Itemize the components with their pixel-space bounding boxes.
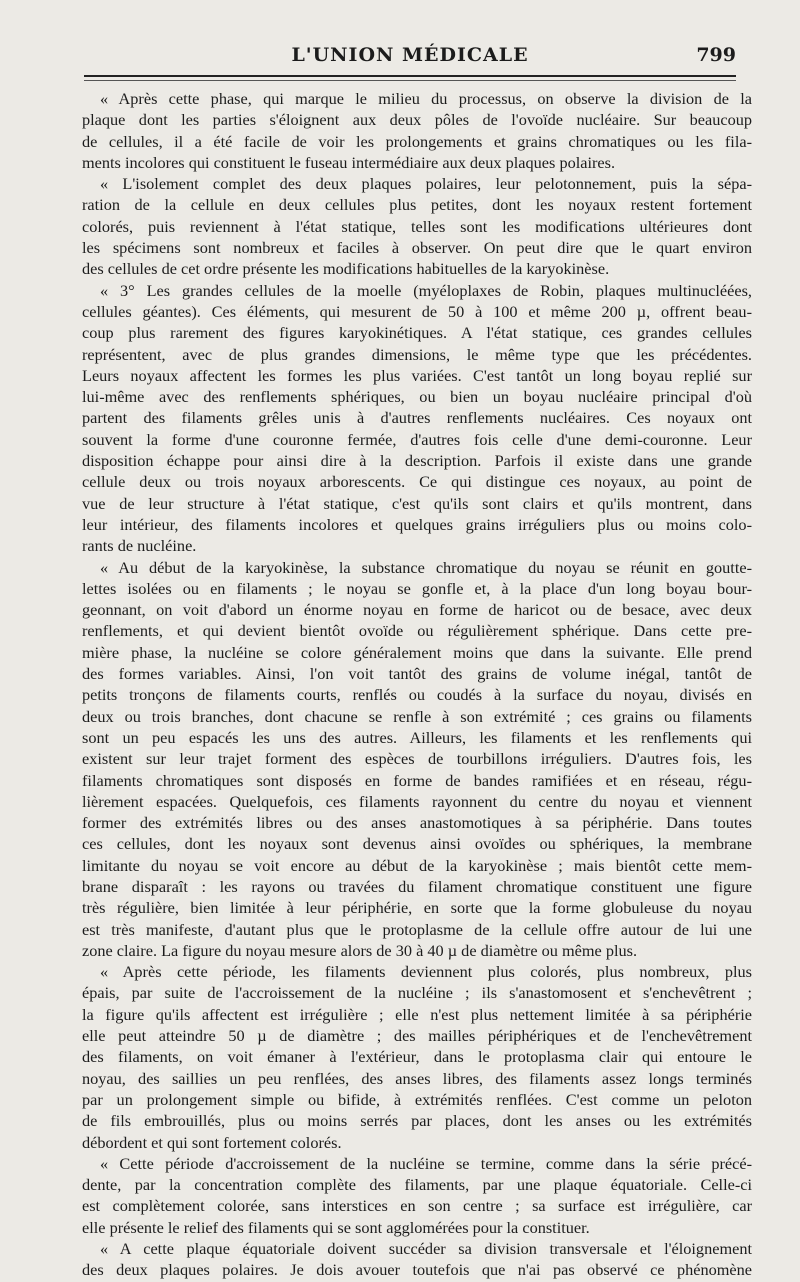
text-line: elle peut atteindre 50 µ de diamètre ; des mailles périphériques et de l'enchevêtrement (82, 1026, 752, 1046)
text-line: noyau, des saillies un peu renflées, des anses libres, des filaments assez longs terminés (82, 1068, 752, 1088)
text-line: mière phase, la nucléine se colore généralement moins que dans la suivante. Elle prend (82, 642, 752, 662)
text-line: représentent, avec de plus grandes dimensions, le même type que les précédentes. (82, 344, 752, 364)
text-line: est complètement colorée, sans interstices en son centre ; sa surface est irrégulière, car (82, 1196, 752, 1216)
text-line: « Après cette période, les filaments deviennent plus colorés, plus nombreux, plus (100, 962, 752, 982)
text-line: vue de leur structure à l'état statique, c'est qu'ils sont clairs et qu'ils montrent, dans (82, 493, 752, 513)
text-line: former des extrémités libres ou des anses anastomotiques à sa périphérie. Dans toutes (82, 813, 752, 833)
text-line: sont un peu espacés les uns des autres. Ailleurs, les filaments et les renflements qui (82, 727, 752, 747)
text-line: de fils embrouillés, plus ou moins serrés par places, dont les anses ou les extrémités (82, 1111, 752, 1131)
text-line: souvent la forme d'une couronne fermée, d'autres fois celle d'une demi-couronne. Leur (82, 429, 752, 449)
page-header (84, 44, 736, 70)
text-line: existent sur leur trajet forment des espèces de tourbillons irréguliers. D'autres fois, les (82, 749, 752, 769)
text-line: geonnant, on voit d'abord un énorme noyau en forme de haricot ou de besace, avec deux (82, 600, 752, 620)
text-line: deux ou trois branches, dont chacune se renfle à son extrémité ; ces grains ou filaments (82, 706, 752, 726)
text-line: des deux plaques polaires. Je dois avouer toutefois que n'ai pas observé ce phénomène (82, 1260, 752, 1280)
text-line: limitante du noyau se voit encore au début de la karyokinèse ; mais bientôt cette mem- (82, 855, 752, 875)
text-line: épais, par suite de l'accroissement de la nucléine ; ils s'anastomosent et s'enchevêtrent ; (82, 983, 752, 1003)
text-line: des formes variables. Ainsi, l'on voit tantôt des grains de volume inégal, tantôt de (82, 664, 752, 684)
text-line: lettes isolées ou en filaments ; le noyau se gonfle et, à la place d'un long boyau bour- (82, 578, 752, 598)
text-line: lièrement espacées. Quelquefois, ces filaments rayonnent du centre du noyau et viennent (82, 791, 752, 811)
text-line: « Après cette phase, qui marque le milieu du processus, on observe la division de la (100, 89, 752, 108)
page-number: 799 (696, 44, 736, 66)
text-line: ments incolores qui constituent le fuseau intermédiaire aux deux plaques polaires. (82, 152, 616, 172)
text-line: est très manifeste, d'autant plus que le protoplasme de la cellule offre autour de lui une (82, 919, 752, 939)
text-line: ration de la cellule en deux cellules plus petites, dont les noyaux restent fortement (82, 195, 752, 215)
text-line: des filaments, on voit émaner à l'extérieur, dans le protoplasma clair qui entoure le (82, 1047, 752, 1067)
text-line: très régulière, bien limitée à leur périphérie, en sorte que la forme globuleuse du noyau (82, 898, 752, 918)
text-line: « Au début de la karyokinèse, la substance chromatique du noyau se réunit en goutte- (100, 557, 752, 577)
text-line: cellule deux ou trois noyaux arborescents. Ce qui distingue ces noyaux, au point de (82, 472, 752, 492)
text-line: les spécimens sont nombreux et faciles à observer. On peut dire que le quart environ (82, 238, 752, 258)
text-line: débordent et qui sont fortement colorés. (82, 1132, 342, 1152)
text-line: coup plus rarement des figures karyokinétiques. A l'état statique, ces grandes cellules (82, 323, 752, 343)
text-line: « A cette plaque équatoriale doivent succéder sa division transversale et l'éloignement (100, 1239, 752, 1259)
text-line: petits tronçons de filaments courts, renflés ou coudés à la surface du noyau, divisés en (82, 685, 752, 705)
text-line: dente, par la concentration complète des filaments, par une plaque équatoriale. Celle-ci (82, 1175, 752, 1195)
text-line: « Cette période d'accroissement de la nucléine se termine, comme dans la série précé- (100, 1153, 752, 1173)
body-text (82, 88, 752, 1281)
text-line: par un prolongement simple ou bifide, à extrémités renflées. C'est comme un peloton (82, 1089, 752, 1109)
text-line: rants de nucléine. (82, 536, 197, 556)
text-line: elle présente le relief des filaments qui se sont agglomérées pour la constituer. (82, 1217, 590, 1237)
text-line: plaque dont les parties s'éloignent aux deux pôles de l'ovoïde nucléaire. Sur beaucoup (82, 110, 752, 130)
text-line: ces cellules, dont les noyaux sont devenus ainsi ovoïdes ou sphériques, la membrane (82, 834, 752, 854)
text-line: « L'isolement complet des deux plaques polaires, leur pelotonnement, puis la sépa- (100, 174, 752, 194)
text-line: partent des filaments grêles unis à d'autres renflements nucléaires. Ces noyaux ont (82, 408, 752, 428)
text-line: Leurs noyaux affectent les formes les plus variées. C'est tantôt un long boyau replié sur (82, 365, 752, 385)
running-title: L'UNION MÉDICALE (291, 44, 529, 66)
text-line: « 3° Les grandes cellules de la moelle (myéloplaxes de Robin, plaques multinucléées, (100, 280, 752, 300)
text-line: filaments chromatiques sont disposés en forme de bandes ramifiées et en réseau, régu- (82, 770, 752, 790)
text-line: des cellules de cet ordre présente les modifications habituelles de la karyokinèse. (82, 259, 610, 279)
text-line: colorés, puis reviennent à l'état statique, telles sont les modifications ultérieures dont (82, 216, 752, 236)
text-line: cellules géantes). Ces éléments, qui mesurent de 50 à 100 et même 200 µ, offrent beau- (82, 301, 752, 321)
text-line: renflements, et qui devient bientôt ovoïde ou régulièrement sphérique. Dans cette pre- (82, 621, 752, 641)
text-line: la figure qu'ils affectent est irrégulière ; elle n'est plus nettement limitée à sa périphérie (82, 1004, 752, 1024)
text-line: zone claire. La figure du noyau mesure alors de 30 à 40 µ de diamètre ou même plus. (82, 940, 638, 960)
header-rule-thin (84, 80, 736, 81)
text-line: leur intérieur, des filaments incolores et quelques grains irréguliers plus ou moins colo- (82, 514, 752, 534)
text-line: brane disparaît : les rayons ou travées du filament chromatique constituent une figure (82, 876, 752, 896)
text-line: lui-même avec des renflements sphériques, ou bien un boyau nucléaire principal d'où (82, 387, 752, 407)
header-rule (84, 75, 736, 77)
text-line: disposition échappe pour ainsi dire à la description. Parfois il existe dans une grande (82, 451, 752, 471)
text-line: de cellules, il a été facile de voir les prolongements et grains chromatiques ou les fila- (82, 131, 752, 151)
